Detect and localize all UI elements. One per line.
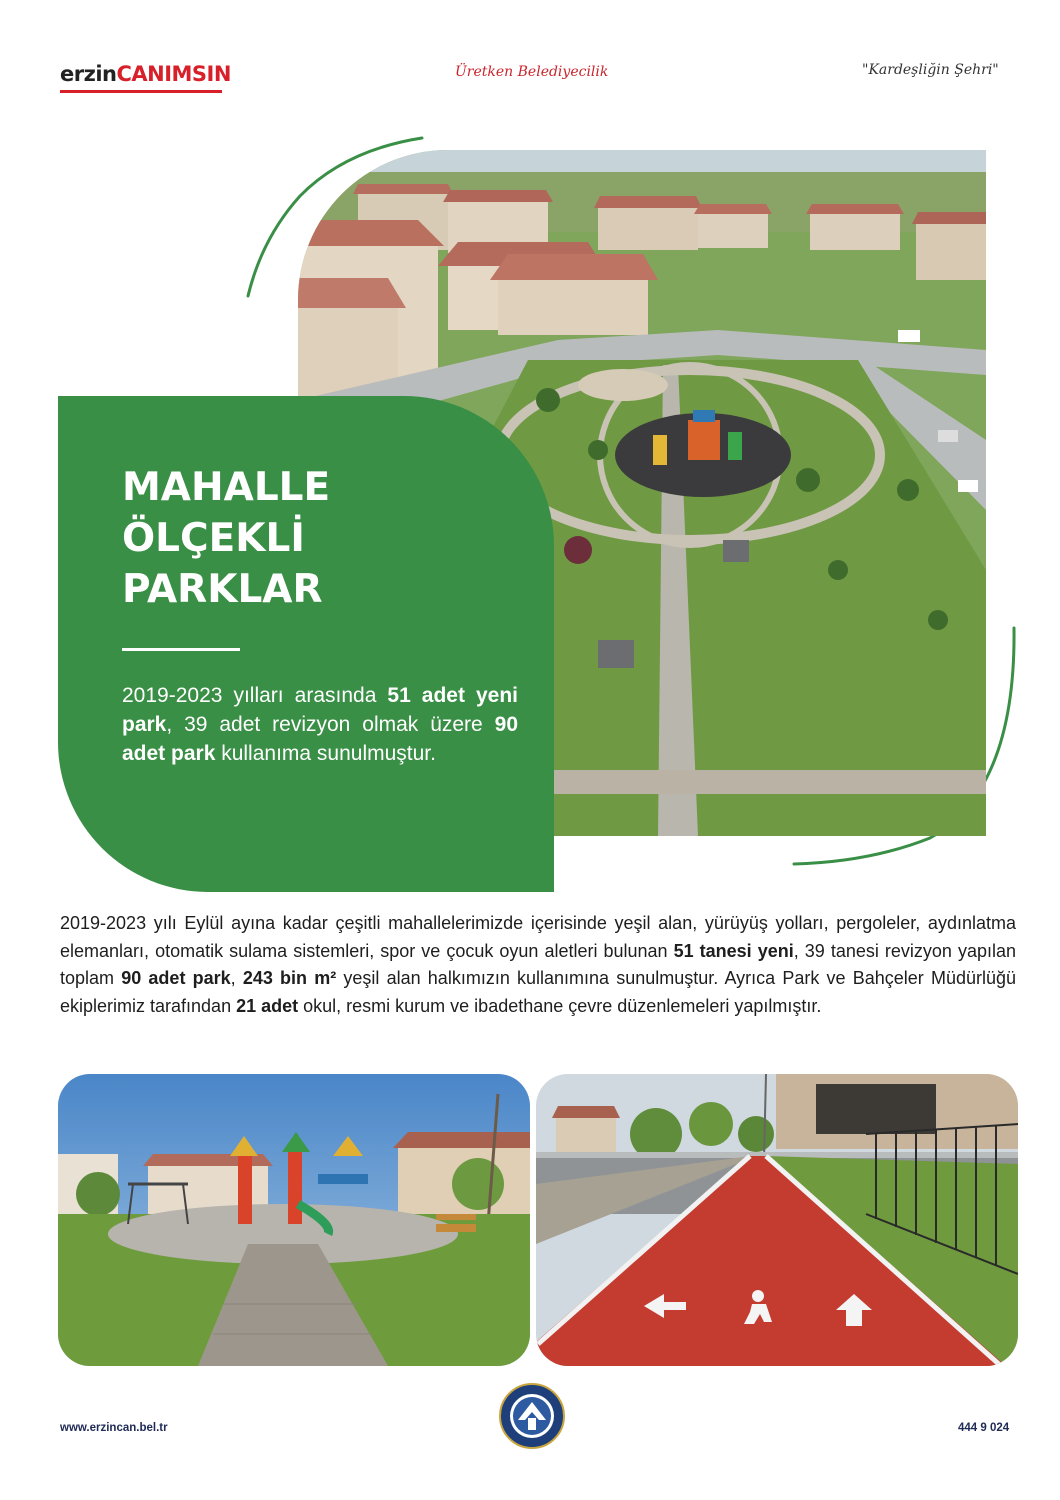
text-segment: kullanıma sunulmuştur. (215, 742, 436, 765)
highlight-text: 21 adet (236, 995, 299, 1016)
highlight-text: 51 adet yeni park (122, 684, 518, 736)
municipality-seal-icon (498, 1382, 566, 1450)
footer-website: www.erzincan.bel.tr (60, 1422, 168, 1434)
highlight-text: 90 adet park (121, 968, 231, 988)
logo-text-part2: CANIMSIN (116, 62, 231, 86)
panel-divider (122, 648, 240, 651)
text-segment: okul, resmi kurum ve ibadethane çevre düzenlemeleri yapılmıştır. (298, 995, 822, 1016)
highlight-text: 243 bin m² (242, 968, 337, 988)
text-segment: , 39 adet revizyon olmak üzere (166, 713, 495, 736)
panel-title-line: MAHALLE (122, 465, 331, 510)
playground-photo (58, 1074, 530, 1366)
panel-title (122, 462, 502, 615)
panel-title-line: PARKLAR (122, 567, 323, 612)
panel-summary-text (122, 681, 518, 768)
panel-title-line: ÖLÇEKLİ (122, 516, 305, 561)
footer-phone: 444 9 024 (958, 1422, 1010, 1434)
slogan-right: "Kardeşliğin Şehri" (862, 62, 999, 78)
text-segment: 2019-2023 yılı Eylül ayına kadar çeşitli mahallelerimizde içerisinde yeşil alan, yürüyüş yolları, pergoleler, aydınlatma elemanları, otomatik sulama sistemleri, spor ve çocuk oyun aletleri bulunan (60, 913, 1016, 961)
logo-text-part1: erzin (60, 62, 117, 86)
body-paragraph (60, 910, 1016, 1020)
text-segment: 2019-2023 yılları arasında (122, 684, 388, 707)
highlight-text: 51 tanesi yeni (673, 940, 794, 961)
text-segment: , (230, 968, 243, 988)
walking-track-photo (536, 1074, 1018, 1366)
highlight-text: 90 adet park (122, 713, 518, 765)
text-segment: yeşil alan halkımızın kullanımına sunulmuştur. Ayrıca Park ve Bahçeler Müdürlüğü ekiplerimiz tarafından (60, 968, 1016, 1016)
slogan-center: Üretken Belediyecilik (455, 64, 609, 80)
text-segment: , 39 tanesi revizyon yapılan toplam (60, 940, 1016, 988)
